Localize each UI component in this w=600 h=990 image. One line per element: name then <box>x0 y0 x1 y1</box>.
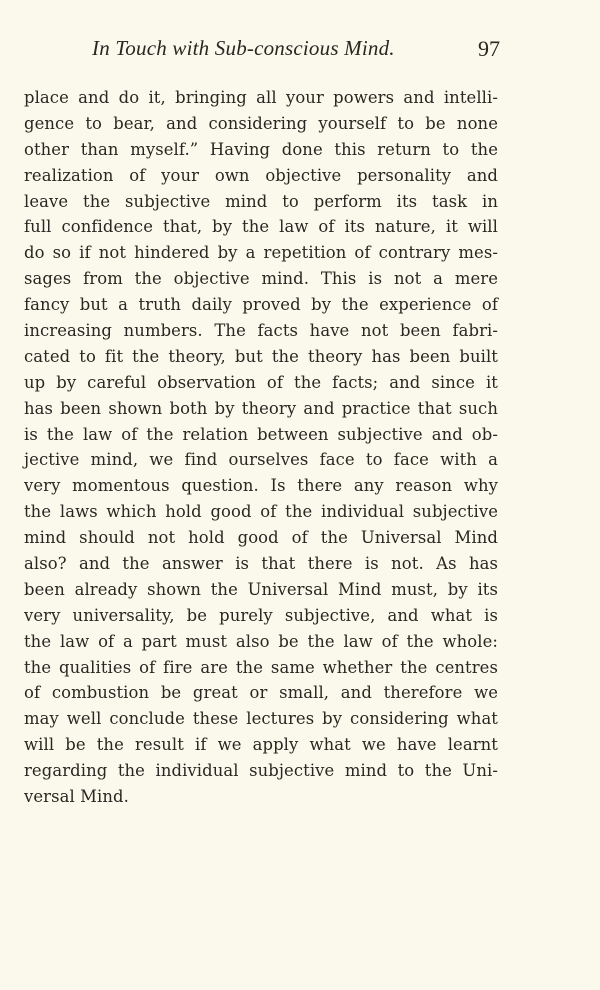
running-head-title: In Touch with Sub-conscious Mind. <box>92 36 395 60</box>
text-line-final: versal Mind. <box>24 787 129 807</box>
text-line: is the law of the relation between subjective and ob- <box>24 424 498 444</box>
text-line: jective mind, we find ourselves face to face with a <box>24 450 498 470</box>
body-paragraph <box>24 85 498 810</box>
text-line: regarding the individual subjective mind to the Uni- <box>24 761 498 781</box>
text-line: been already shown the Universal Mind must, by its <box>24 579 498 599</box>
text-line: do so if not hindered by a repetition of contrary mes- <box>24 243 498 263</box>
text-line: of combustion be great or small, and therefore we <box>24 683 498 703</box>
text-line: very momentous question. Is there any reason why <box>24 476 498 496</box>
text-line: cated to fit the theory, but the theory has been built <box>24 346 498 366</box>
text-line: mind should not hold good of the Universal Mind <box>24 528 498 548</box>
text-line: the laws which hold good of the individual subjective <box>24 502 498 522</box>
text-line: up by careful observation of the facts; and since it <box>24 372 498 392</box>
text-line: other than myself.” Having done this return to the <box>24 139 498 159</box>
text-line: realization of your own objective personality and <box>24 165 498 185</box>
text-line: leave the subjective mind to perform its task in <box>24 191 498 211</box>
text-line: place and do it, bringing all your powers and intelli- <box>24 88 498 107</box>
running-head <box>0 34 600 66</box>
text-line: gence to bear, and considering yourself to be none <box>24 113 498 133</box>
text-line: also? and the answer is that there is not. As has <box>24 554 498 574</box>
text-line: very universality, be purely subjective, and what is <box>24 605 498 625</box>
text-line: will be the result if we apply what we have learnt <box>24 735 498 755</box>
text-line: full confidence that, by the law of its nature, it will <box>24 217 498 237</box>
page-number: 97 <box>478 36 500 61</box>
text-line: increasing numbers. The facts have not been fabri- <box>24 321 498 341</box>
text-line: sages from the objective mind. This is not a mere <box>24 269 498 289</box>
text-line: the law of a part must also be the law of the whole: <box>24 631 498 651</box>
text-line: has been shown both by theory and practice that such <box>24 398 498 418</box>
text-line: fancy but a truth daily proved by the experience of <box>24 295 498 315</box>
text-line: may well conclude these lectures by considering what <box>24 709 498 729</box>
text-line: the qualities of fire are the same whether the centres <box>24 657 498 677</box>
